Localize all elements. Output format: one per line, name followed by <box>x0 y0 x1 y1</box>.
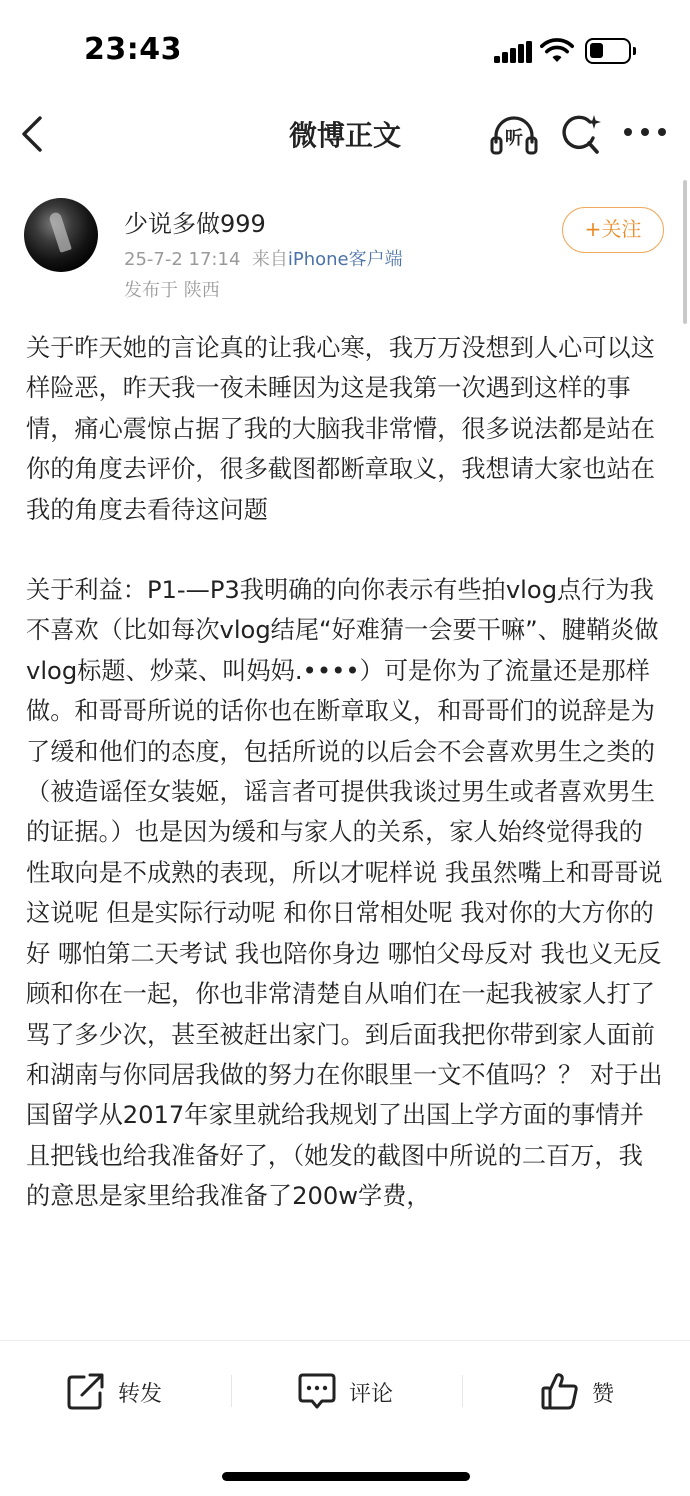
like-label: 赞 <box>592 1382 615 1407</box>
page-title: 微博正文 <box>288 119 401 152</box>
divider <box>462 1375 463 1407</box>
home-indicator <box>222 1472 470 1481</box>
post-location: 发布于 陕西 <box>124 280 220 301</box>
more-dots-icon[interactable] <box>624 128 668 140</box>
comment-label: 评论 <box>349 1382 394 1407</box>
action-bar <box>0 1340 690 1436</box>
post-meta <box>124 245 403 271</box>
listen-label: 听 <box>505 128 523 149</box>
sparkle-search-icon[interactable] <box>560 112 602 156</box>
post-date: 25-7-2 17:14 <box>124 249 241 270</box>
avatar[interactable] <box>24 198 98 272</box>
comment-button[interactable] <box>297 1371 407 1411</box>
status-time: 23:43 <box>84 32 182 67</box>
divider <box>231 1375 232 1407</box>
post-paragraph: 关于利益：P1-—P3我明确的向你表示有些拍vlog点行为我不喜欢（比如每次vlog结尾“好难猜一会要干嘛”、腱鞘炎做vlog标题、炒菜、叫妈妈.••••）可是你为了流量还是那样做。和哥哥所说的话你也在断章取义，和哥哥们的说辞是为了缓和他们的态度，包括所说的以后会不会喜欢男生之类的（被造谣侄女装姬，谣言者可提供我谈过男生或者喜欢男生的证据。）也是因为缓和与家人的关系，家人始终觉得我的性取向是不成熟的表现，所以才呢样说 我虽然嘴上和哥哥说这说呢 但是实际行动呢 和你日常相处呢 我对你的大方你的好 哪怕第二天考试 我也陪你身边 哪怕父母反对 我也义无反顾和你在一起，你也非常清楚自从咱们在一起我被家人打了骂了多少次，甚至被赶出家门。到后面我把你带到家人面前和湖南与你同居我做的努力在你眼里一文不值吗？？ 对于出国留学从2017年家里就给我规划了出国上学方面的事情并且把钱也给我准备好了，（她发的截图中所说的二百万，我的意思是家里给我准备了200w学费， <box>26 576 663 1211</box>
signal-icon <box>494 41 532 63</box>
status-bar <box>0 0 690 100</box>
follow-button[interactable]: +关注 <box>562 207 664 253</box>
repost-button[interactable] <box>66 1371 176 1411</box>
nav-bar <box>0 100 690 170</box>
post-source[interactable]: iPhone客户端 <box>287 249 403 270</box>
source-prefix: 来自 <box>251 249 288 270</box>
wifi-icon <box>540 38 574 64</box>
repost-label: 转发 <box>118 1382 163 1407</box>
post-body <box>26 328 666 1338</box>
comment-icon <box>297 1371 337 1411</box>
battery-icon <box>585 38 631 64</box>
like-button[interactable] <box>540 1371 630 1411</box>
author-name[interactable]: 少说多做999 <box>124 210 266 238</box>
author-header <box>0 190 690 310</box>
listen-button[interactable] <box>490 112 538 158</box>
share-icon <box>66 1371 106 1411</box>
thumbs-up-icon <box>540 1371 580 1411</box>
post-paragraph: 关于昨天她的言论真的让我心寒，我万万没想到人心可以这样险恶，昨天我一夜未睡因为这是我第一次遇到这样的事情，痛心震惊占据了我的大脑我非常懵，很多说法都是站在你的角度去评价，很多截图都断章取义，我想请大家也站在我的角度去看待这问题 <box>26 334 655 524</box>
